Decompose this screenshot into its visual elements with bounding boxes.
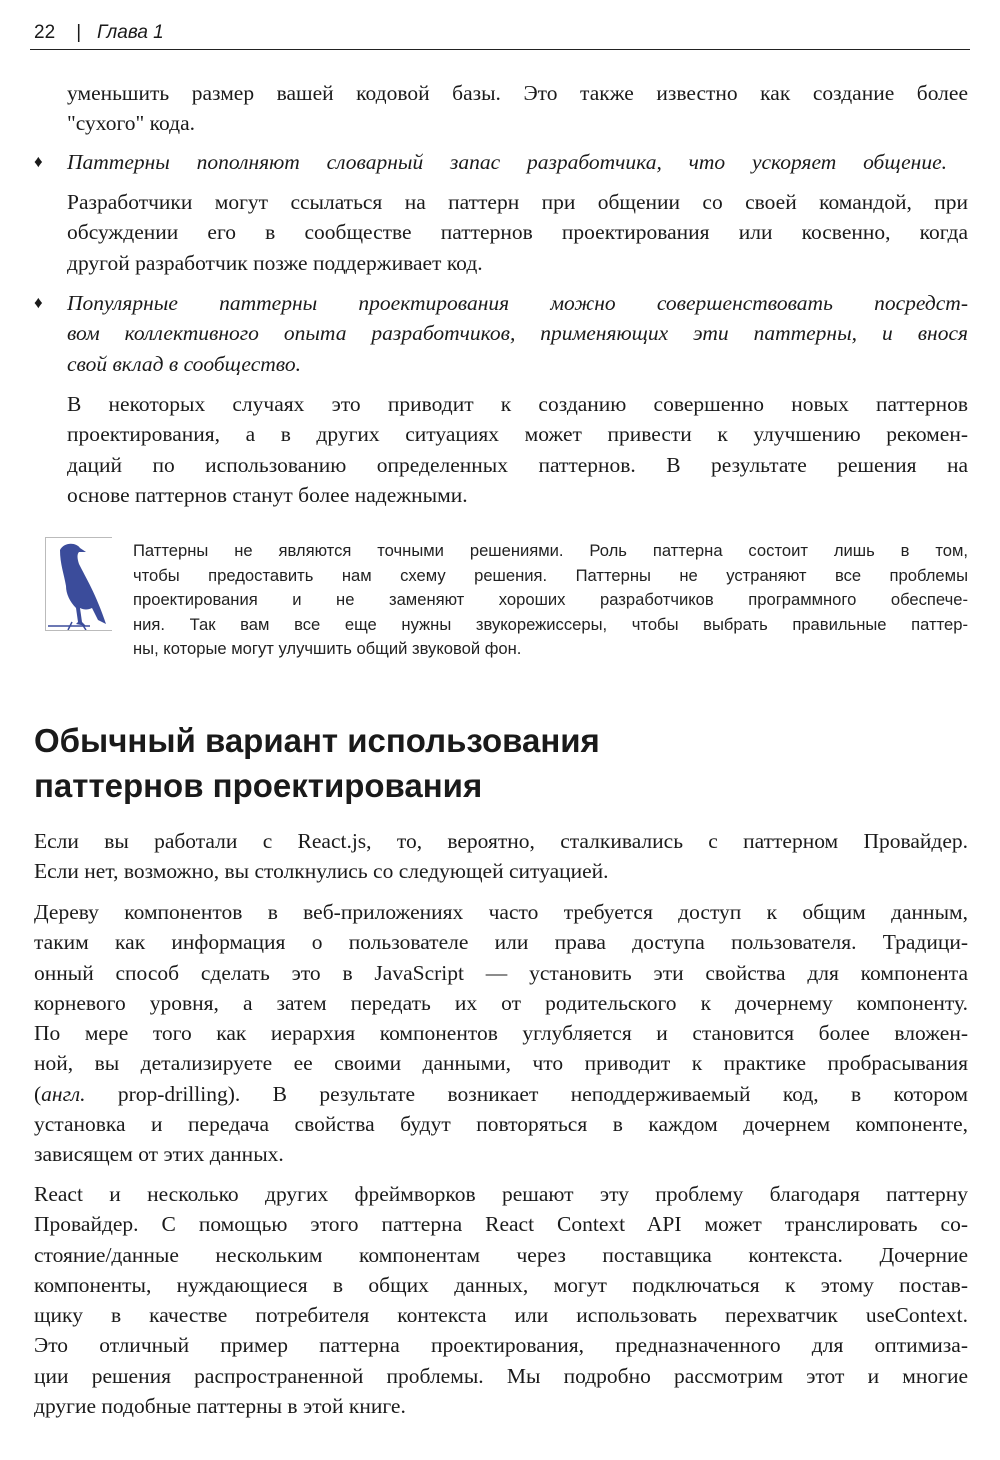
text-line: стояние/данные нескольким компонентам через поставщика контекста. Дочерние (34, 1242, 968, 1267)
paragraph (67, 389, 968, 510)
running-header (34, 22, 164, 44)
heading-line: Обычный вариант использования (34, 722, 600, 759)
text-line: корневого уровня, а затем передать их от родительского к дочернему компоненту. (34, 990, 968, 1015)
bullet-item (67, 288, 968, 379)
text-line: зависящем от этих данных. (34, 1142, 284, 1167)
text-line: проектирования и не заменяют хороших разработчиков программного обеспече- (133, 590, 968, 610)
text-line: ния. Так вам все еще нужны звукорежиссеры, чтобы выбрать правильные паттер- (133, 614, 968, 634)
text-line: ны, которые могут улучшить общий звуковой фон. (133, 639, 522, 659)
text-line: обсуждении его в сообществе паттернов проектирования или косвенно, когда (67, 220, 968, 245)
text-line: Если нет, возможно, вы столкнулись со следующей ситуацией. (34, 859, 609, 884)
note-callout (133, 539, 968, 662)
chapter-title: Глава 1 (97, 22, 164, 43)
text-line: Популярные паттерны проектирования можно совершенствовать посредст- (67, 291, 968, 315)
text-line: React и несколько других фреймворков решают эту проблему благодаря паттерну (34, 1182, 968, 1206)
text-line: Если вы работали с React.js, то, вероятно, сталкивались с паттерном Провайдер. (34, 829, 968, 853)
bullet-item (67, 147, 947, 177)
text-line: чтобы предоставить нам схему решения. Паттерны не устраняют все проблемы (133, 565, 968, 585)
text-line: онный способ сделать это в JavaScript — установить эти свойства для компонента (34, 960, 968, 985)
text-line: свой вклад в сообщество. (67, 351, 301, 376)
text-line: основе паттернов станут более надежными. (67, 482, 468, 507)
text-line: другой разработчик позже поддерживает код. (67, 250, 483, 275)
header-separator: | (76, 22, 82, 43)
bullet-icon: ♦ (34, 152, 43, 171)
text-line: установка и передача свойства будут повторяться в каждом дочернем компоненте, (34, 1112, 968, 1137)
text-line: "сухого" кода. (67, 111, 195, 136)
text-line: Дереву компонентов в веб-приложениях часто требуется доступ к общим данным, (34, 900, 968, 924)
page-number: 22 (34, 22, 56, 43)
text-line: даций по использованию определенных паттернов. В результате решения на (67, 452, 968, 477)
text-line: Провайдер. С помощью этого паттерна React Context API может транслировать со- (34, 1212, 968, 1237)
paragraph (67, 78, 968, 139)
crow-note-icon (45, 537, 112, 631)
section-heading (34, 718, 600, 808)
text-line: Разработчики могут ссылаться на паттерн при общении со своей командой, при (67, 190, 968, 214)
text-line: (англ. prop-drilling). В результате возникает неподдерживаемый код, в котором (34, 1081, 968, 1106)
paragraph (34, 1179, 968, 1421)
text-line: вом коллективного опыта разработчиков, применяющих эти паттерны, и внося (67, 321, 968, 346)
text-line: щику в качестве потребителя контекста или использовать перехватчик useContext. (34, 1303, 968, 1328)
paragraph (34, 897, 968, 1170)
text-line: По мере того как иерархия компонентов углубляется и становится более вложен- (34, 1021, 968, 1046)
text-line: Паттерны не являются точными решениями. Роль паттерна состоит лишь в том, (133, 541, 968, 560)
paragraph (67, 187, 968, 278)
text-line: ной, вы детализируете ее своими данными, что приводит к практике пробрасывания (34, 1051, 968, 1076)
text-line: Это отличный пример паттерна проектирования, предназначенного для оптимиза- (34, 1333, 968, 1358)
text-line: В некоторых случаях это приводит к созданию совершенно новых паттернов (67, 392, 968, 416)
heading-line: паттернов проектирования (34, 767, 483, 804)
text-line: ции решения распространенной проблемы. Мы подробно рассмотрим этот и многие (34, 1363, 968, 1388)
bullet-icon: ♦ (34, 293, 43, 312)
paragraph (34, 826, 968, 887)
text-line: компоненты, нуждающиеся в общих данных, могут подключаться к этому постав- (34, 1272, 968, 1297)
text-line: другие подобные паттерны в этой книге. (34, 1394, 406, 1419)
header-rule (30, 49, 970, 50)
text-line: таким как информация о пользователе или права доступа пользователя. Традици- (34, 930, 968, 955)
text-line: уменьшить размер вашей кодовой базы. Это также известно как создание более (67, 81, 968, 105)
text-line: проектирования, а в других ситуациях может привести к улучшению рекомен- (67, 422, 968, 447)
text-line: Паттерны пополняют словарный запас разработчика, что ускоряет общение. (67, 150, 947, 174)
